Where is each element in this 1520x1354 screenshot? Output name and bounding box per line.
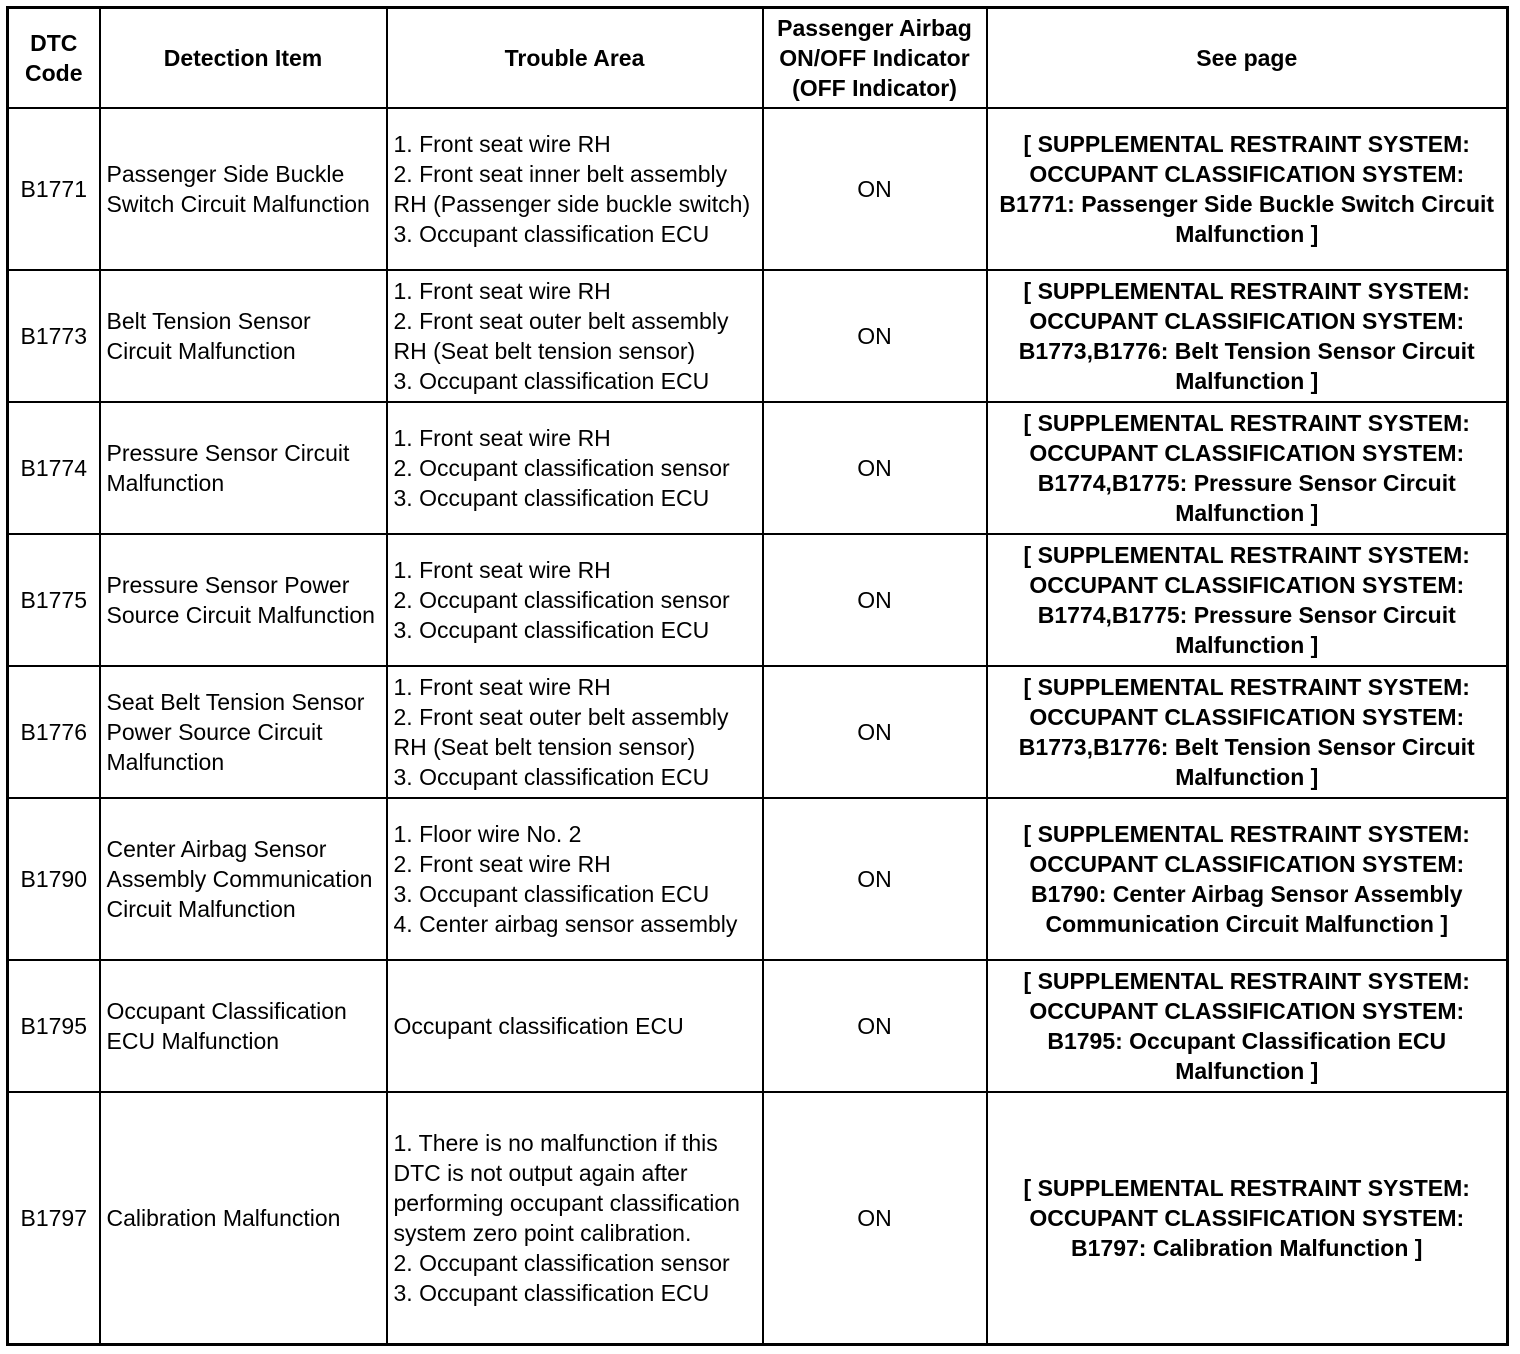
dtc-code-cell: B1773 xyxy=(8,270,100,402)
detection-item-cell: Pressure Sensor Circuit Malfunction xyxy=(100,402,387,534)
table-row xyxy=(8,270,1508,402)
trouble-area-line: 2. Front seat outer belt assembly RH (Seat belt tension sensor) xyxy=(393,704,729,760)
header-indicator-line: Passenger Airbag xyxy=(777,15,972,41)
trouble-area-line: 3. Occupant classification ECU xyxy=(393,368,710,394)
detection-item-cell: Center Airbag Sensor Assembly Communication Circuit Malfunction xyxy=(100,798,387,960)
header-trouble-area: Trouble Area xyxy=(387,8,763,109)
trouble-area-line: 1. Floor wire No. 2 xyxy=(393,821,582,847)
header-indicator-line: ON/OFF Indicator xyxy=(779,45,970,71)
header-see-page: See page xyxy=(987,8,1508,109)
indicator-status-cell: ON xyxy=(763,270,987,402)
trouble-area-line: 3. Occupant classification ECU xyxy=(393,221,710,247)
indicator-status-cell: ON xyxy=(763,798,987,960)
indicator-status-cell: ON xyxy=(763,960,987,1092)
table-row xyxy=(8,534,1508,666)
detection-item-cell: Occupant Classification ECU Malfunction xyxy=(100,960,387,1092)
indicator-status-cell: ON xyxy=(763,402,987,534)
see-page-link[interactable]: [ SUPPLEMENTAL RESTRAINT SYSTEM: OCCUPANT CLASSIFICATION SYSTEM: B1771: Passenger Side Buckle Switch Circuit Malfunction ] xyxy=(987,108,1508,270)
header-row xyxy=(8,8,1508,109)
see-page-link[interactable]: [ SUPPLEMENTAL RESTRAINT SYSTEM: OCCUPANT CLASSIFICATION SYSTEM: B1790: Center Airbag Sensor Assembly Communication Circuit Malfunction ] xyxy=(987,798,1508,960)
trouble-area-line: 1. There is no malfunction if this DTC is not output again after performing occupant classification system zero point calibration. xyxy=(393,1129,740,1246)
see-page-link[interactable]: [ SUPPLEMENTAL RESTRAINT SYSTEM: OCCUPANT CLASSIFICATION SYSTEM: B1774,B1775: Pressure Sensor Circuit Malfunction ] xyxy=(987,534,1508,666)
table-row xyxy=(8,798,1508,960)
see-page-link[interactable]: [ SUPPLEMENTAL RESTRAINT SYSTEM: OCCUPANT CLASSIFICATION SYSTEM: B1795: Occupant Classification ECU Malfunction ] xyxy=(987,960,1508,1092)
see-page-link[interactable]: [ SUPPLEMENTAL RESTRAINT SYSTEM: OCCUPANT CLASSIFICATION SYSTEM: B1774,B1775: Pressure Sensor Circuit Malfunction ] xyxy=(987,402,1508,534)
trouble-area-cell xyxy=(387,1092,763,1344)
trouble-area-cell xyxy=(387,108,763,270)
indicator-status-cell: ON xyxy=(763,108,987,270)
detection-item-cell: Belt Tension Sensor Circuit Malfunction xyxy=(100,270,387,402)
trouble-area-line: 2. Occupant classification sensor xyxy=(393,1249,730,1276)
trouble-area-cell xyxy=(387,798,763,960)
table-row xyxy=(8,108,1508,270)
dtc-code-cell: B1790 xyxy=(8,798,100,960)
dtc-code-cell: B1775 xyxy=(8,534,100,666)
table-body xyxy=(8,108,1508,1344)
indicator-status-cell: ON xyxy=(763,666,987,798)
trouble-area-cell xyxy=(387,960,763,1092)
dtc-code-cell: B1797 xyxy=(8,1092,100,1344)
detection-item-cell: Seat Belt Tension Sensor Power Source Circuit Malfunction xyxy=(100,666,387,798)
see-page-link[interactable]: [ SUPPLEMENTAL RESTRAINT SYSTEM: OCCUPANT CLASSIFICATION SYSTEM: B1773,B1776: Belt Tension Sensor Circuit Malfunction ] xyxy=(987,270,1508,402)
trouble-area-cell xyxy=(387,666,763,798)
header-indicator-line: (OFF Indicator) xyxy=(792,75,957,101)
trouble-area-line: 2. Occupant classification sensor xyxy=(393,455,730,481)
dtc-code-cell: B1795 xyxy=(8,960,100,1092)
trouble-area-line: 1. Front seat wire RH xyxy=(393,425,611,451)
dtc-table xyxy=(6,6,1509,1346)
trouble-area-cell xyxy=(387,402,763,534)
header-indicator xyxy=(763,8,987,109)
trouble-area-line: 3. Occupant classification ECU xyxy=(393,881,710,907)
header-dtc-code: DTC Code xyxy=(8,8,100,109)
detection-item-cell: Passenger Side Buckle Switch Circuit Malfunction xyxy=(100,108,387,270)
dtc-code-cell: B1774 xyxy=(8,402,100,534)
trouble-area-line: 1. Front seat wire RH xyxy=(393,278,611,304)
trouble-area-line: 1. Front seat wire RH xyxy=(393,131,611,157)
header-detection-item: Detection Item xyxy=(100,8,387,109)
see-page-link[interactable]: [ SUPPLEMENTAL RESTRAINT SYSTEM: OCCUPANT CLASSIFICATION SYSTEM: B1797: Calibration Malfunction ] xyxy=(987,1092,1508,1344)
trouble-area-cell xyxy=(387,270,763,402)
dtc-code-cell: B1771 xyxy=(8,108,100,270)
trouble-area-line: 1. Front seat wire RH xyxy=(393,674,611,700)
detection-item-cell: Pressure Sensor Power Source Circuit Malfunction xyxy=(100,534,387,666)
trouble-area-line: 3. Occupant classification ECU xyxy=(393,617,710,643)
table-header xyxy=(8,8,1508,109)
trouble-area-cell xyxy=(387,534,763,666)
see-page-link[interactable]: [ SUPPLEMENTAL RESTRAINT SYSTEM: OCCUPANT CLASSIFICATION SYSTEM: B1773,B1776: Belt Tension Sensor Circuit Malfunction ] xyxy=(987,666,1508,798)
indicator-status-cell: ON xyxy=(763,1092,987,1344)
trouble-area-line: 2. Front seat outer belt assembly RH (Seat belt tension sensor) xyxy=(393,308,729,364)
trouble-area-line: 2. Occupant classification sensor xyxy=(393,587,730,613)
trouble-area-line: 4. Center airbag sensor assembly xyxy=(393,911,738,937)
trouble-area-line: 3. Occupant classification ECU xyxy=(393,764,710,790)
table-row xyxy=(8,960,1508,1092)
table-row xyxy=(8,666,1508,798)
trouble-area-line: 3. Occupant classification ECU xyxy=(393,1279,710,1306)
trouble-area-line: 1. Front seat wire RH xyxy=(393,557,611,583)
detection-item-cell: Calibration Malfunction xyxy=(100,1092,387,1344)
trouble-area-line: 3. Occupant classification ECU xyxy=(393,485,710,511)
trouble-area-line: 2. Front seat inner belt assembly RH (Passenger side buckle switch) xyxy=(393,161,751,217)
trouble-area-line: Occupant classification ECU xyxy=(393,1013,684,1039)
trouble-area-line: 2. Front seat wire RH xyxy=(393,851,611,877)
indicator-status-cell: ON xyxy=(763,534,987,666)
table-row xyxy=(8,1092,1508,1344)
dtc-code-cell: B1776 xyxy=(8,666,100,798)
table-row xyxy=(8,402,1508,534)
